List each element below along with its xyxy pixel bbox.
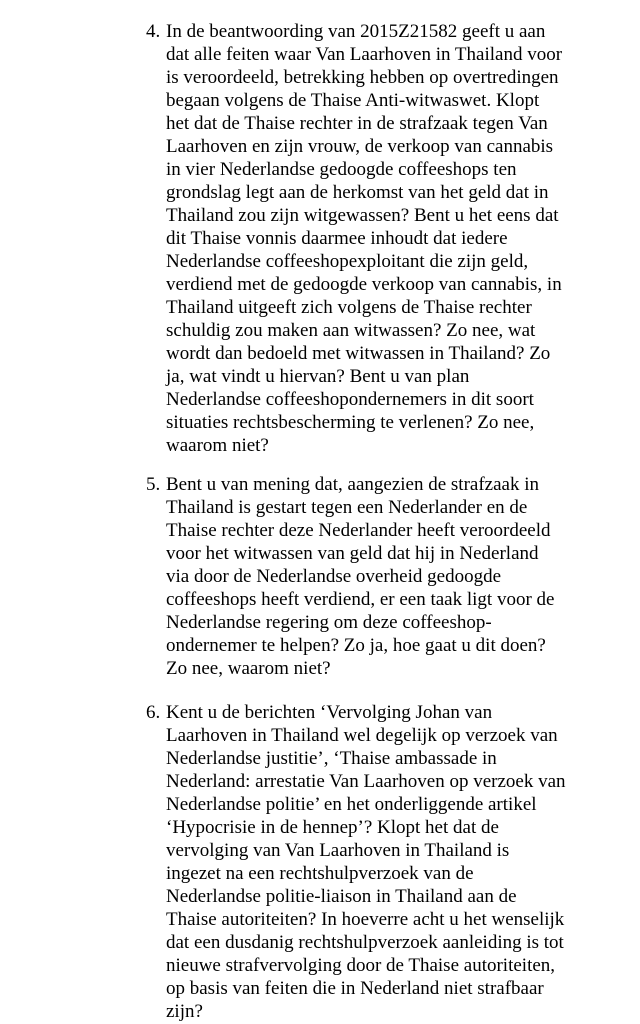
question-text-line: Nederlandse justitie’, ‘Thaise ambassade in [166,748,497,769]
question-text-line: ja, wat vindt u hiervan? Bent u van plan [166,366,470,387]
question-text-line: grondslag legt aan de herkomst van het geld dat in [166,182,549,203]
question-text-line: is veroordeeld, betrekking hebben op overtredingen [166,67,559,88]
question-text-line: situaties rechtsbescherming te verlenen? Zo nee, [166,412,535,433]
question-text-line: Nederlandse regering om deze coffeeshop- [166,612,492,633]
question-number: 5. [146,474,161,495]
question-number: 6. [146,702,161,723]
question-text-line: op basis van feiten die in Nederland niet strafbaar [166,978,544,999]
question-text-line: voor het witwassen van geld dat hij in Nederland [166,543,539,564]
question-text-line: Nederlandse coffeeshopexploitant die zijn geld, [166,251,529,272]
question-text-line: dat alle feiten waar Van Laarhoven in Thailand voor [166,44,563,65]
question-text-line: Laarhoven en zijn vrouw, de verkoop van cannabis [166,136,554,157]
question-text [166,701,606,1023]
question-text-line: Thailand is gestart tegen een Nederlander en de [166,497,528,518]
question-text-line: Nederlandse politie-liaison in Thailand aan de [166,886,517,907]
question-text-line: dat een dusdanig rechtshulpverzoek aanleiding is tot [166,932,564,953]
question-text-line: Kent u de berichten ‘Vervolging Johan van [166,702,493,723]
question-text-line: verdiend met de gedoogde verkoop van cannabis, in [166,274,562,295]
question-text [166,20,606,457]
question-text-line: begaan volgens de Thaise Anti-witwaswet. Klopt [166,90,540,111]
question-text-line: In de beantwoording van 2015Z21582 geeft u aan [166,21,546,42]
question-5 [146,473,606,680]
question-text [166,473,606,680]
question-text-line: Zo nee, waarom niet? [166,658,331,679]
question-text-line: ‘Hypocrisie in de hennep’? Klopt het dat de [166,817,499,838]
question-text-line: ingezet na een rechtshulpverzoek van de [166,863,474,884]
question-text-line: ondernemer te helpen? Zo ja, hoe gaat u dit doen? [166,635,546,656]
question-text-line: via door de Nederlandse overheid gedoogde [166,566,502,587]
question-text-line: Thaise autoriteiten? In hoeverre acht u het wenselijk [166,909,565,930]
question-text-line: zijn? [166,1001,203,1022]
question-text-line: wordt dan bedoeld met witwassen in Thailand? Zo [166,343,551,364]
question-4 [146,20,606,457]
question-text-line: vervolging van Van Laarhoven in Thailand is [166,840,510,861]
question-text-line: Thailand uitgeeft zich volgens de Thaise rechter [166,297,532,318]
question-text-line: Nederlandse politie’ en het onderliggende artikel [166,794,537,815]
question-text-line: Nederland: arrestatie Van Laarhoven op verzoek van [166,771,566,792]
question-text-line: Thailand zou zijn witgewassen? Bent u het eens dat [166,205,559,226]
question-text-line: dit Thaise vonnis daarmee inhoudt dat iedere [166,228,508,249]
question-text-line: in vier Nederlandse gedoogde coffeeshops ten [166,159,517,180]
question-number: 4. [146,21,161,42]
question-text-line: nieuwe strafvervolging door de Thaise autoriteiten, [166,955,556,976]
question-text-line: coffeeshops heeft verdiend, er een taak ligt voor de [166,589,555,610]
question-text-line: waarom niet? [166,435,269,456]
question-text-line: Thaise rechter deze Nederlander heeft veroordeeld [166,520,551,541]
question-text-line: Nederlandse coffeeshopondernemers in dit soort [166,389,534,410]
question-text-line: het dat de Thaise rechter in de strafzaak tegen Van [166,113,548,134]
question-text-line: Laarhoven in Thailand wel degelijk op verzoek van [166,725,558,746]
question-text-line: Bent u van mening dat, aangezien de strafzaak in [166,474,539,495]
question-6 [146,701,606,1023]
question-text-line: schuldig zou maken aan witwassen? Zo nee, wat [166,320,536,341]
